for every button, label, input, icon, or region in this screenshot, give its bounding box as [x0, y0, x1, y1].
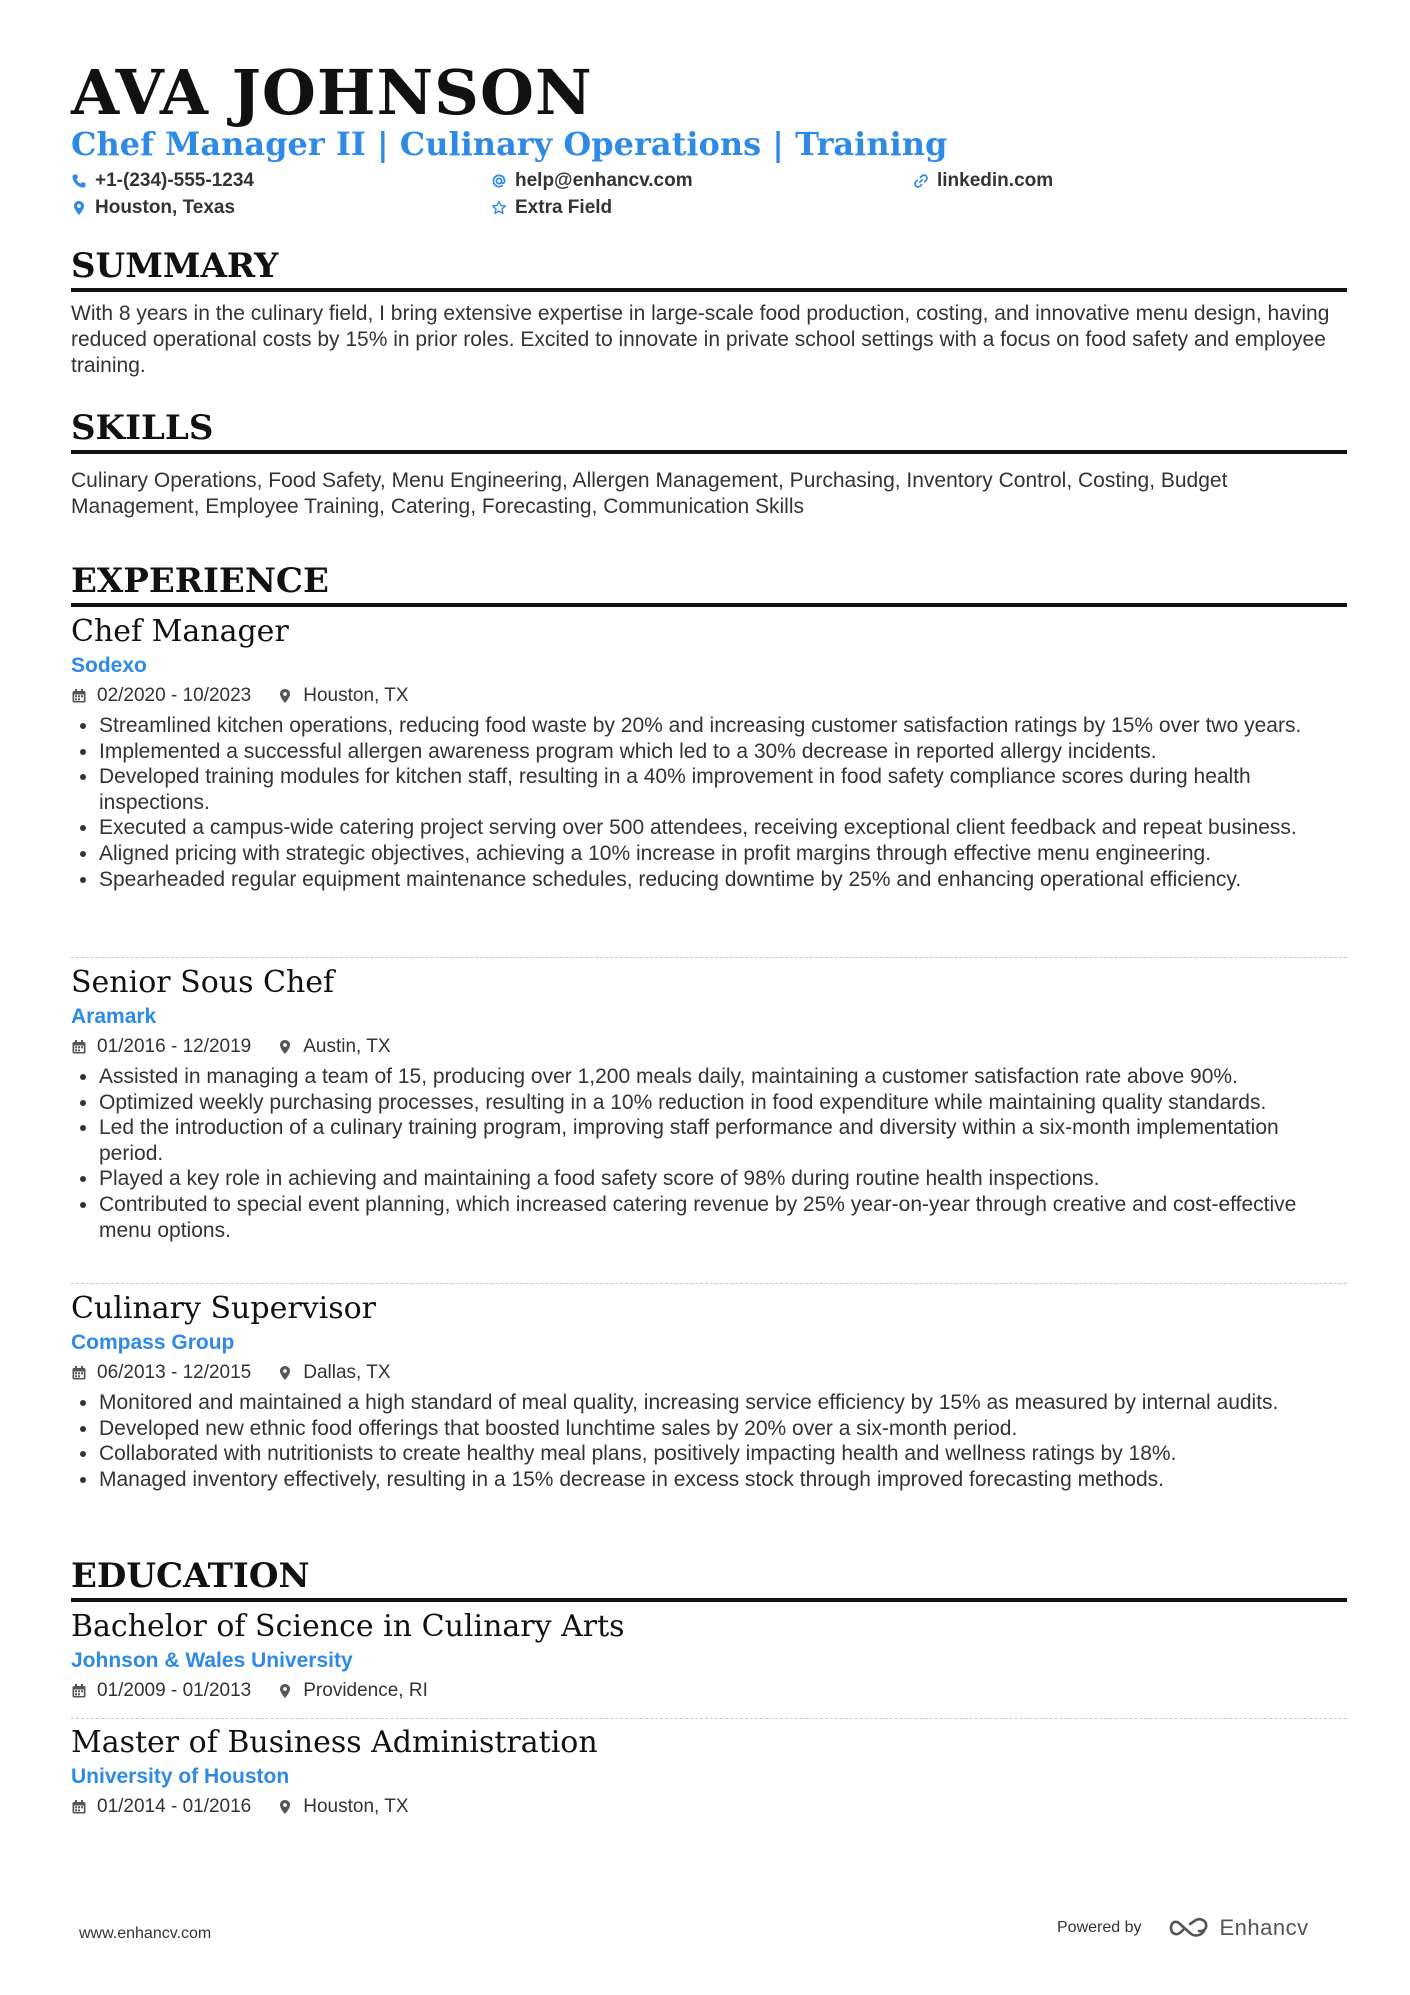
list-item: Spearheaded regular equipment maintenance schedules, reducing downtime by 25% and enhancing operational efficiency.: [71, 867, 1347, 893]
list-item: Developed new ethnic food offerings that boosted lunchtime sales by 20% over a six-month period.: [71, 1416, 1347, 1442]
education-location-text: Houston, TX: [303, 1796, 409, 1817]
experience-heading: EXPERIENCE: [71, 559, 1347, 607]
job-bullets: [71, 1064, 1347, 1243]
contact-phone: [71, 168, 254, 194]
entry-divider: [71, 957, 1347, 958]
education-location-text: Providence, RI: [303, 1680, 428, 1701]
map-pin-icon: [277, 1799, 293, 1815]
candidate-name: AVA JOHNSON: [71, 56, 593, 129]
powered-by-text: Powered by: [1057, 1919, 1142, 1936]
contact-extra: [491, 195, 612, 221]
summary-text: With 8 years in the culinary field, I bring extensive expertise in large-scale food production, costing, and innovative menu design, having reduced operational costs by 15% in prior roles. Excited to innovate in private school settings with a focus on food safety and employee training.: [71, 302, 1330, 377]
experience-entry: [71, 964, 1347, 1243]
footer-website[interactable]: www.enhancv.com: [79, 1925, 212, 1942]
list-item: Collaborated with nutritionists to create healthy meal plans, positively impacting health and wellness ratings by 18%.: [71, 1441, 1347, 1467]
skills-heading: SKILLS: [71, 406, 1347, 454]
star-icon: [491, 200, 507, 216]
job-dates: [71, 1362, 251, 1384]
company-name: Compass Group: [71, 1331, 235, 1354]
job-title: Senior Sous Chef: [71, 965, 335, 1000]
at-icon: [491, 173, 507, 189]
list-item: Executed a campus-wide catering project serving over 500 attendees, receiving exceptional client feedback and repeat business.: [71, 815, 1347, 841]
job-dates-text: 02/2020 - 10/2023: [97, 685, 252, 706]
list-item: Contributed to special event planning, which increased catering revenue by 25% year-on-year through creative and cost-effective menu options.: [71, 1192, 1347, 1243]
extra-field-text: Extra Field: [515, 197, 613, 218]
list-item: Streamlined kitchen operations, reducing food waste by 20% and increasing customer satisfaction ratings by 15% over two years.: [71, 713, 1347, 739]
skills-text: Culinary Operations, Food Safety, Menu Engineering, Allergen Management, Purchasing, Inventory Control, Costing, Budget Management, Employee Training, Catering, Forecasting, Communication Skills: [71, 469, 1228, 518]
map-pin-icon: [277, 1039, 293, 1055]
job-meta: [71, 681, 1347, 711]
education-dates: [71, 1680, 251, 1702]
education-dates: [71, 1796, 251, 1818]
degree-title: Master of Business Administration: [71, 1725, 598, 1760]
school-name: University of Houston: [71, 1765, 290, 1788]
calendar-icon: [71, 1365, 87, 1381]
contact-info: [71, 168, 1347, 228]
job-bullets: [71, 1390, 1347, 1492]
job-location: [277, 1362, 390, 1384]
degree-title: Bachelor of Science in Culinary Arts: [71, 1609, 625, 1644]
list-item: Led the introduction of a culinary training program, improving staff performance and diversity within a six-month implementation period.: [71, 1115, 1347, 1166]
education-entry: [71, 1608, 1347, 1706]
experience-entry: [71, 613, 1347, 892]
location-text: Houston, Texas: [95, 197, 236, 218]
education-dates-text: 01/2014 - 01/2016: [97, 1796, 252, 1817]
list-item: Aligned pricing with strategic objectives, achieving a 10% increase in profit margins through effective menu engineering.: [71, 841, 1347, 867]
job-dates-text: 06/2013 - 12/2015: [97, 1362, 252, 1383]
education-dates-text: 01/2009 - 01/2013: [97, 1680, 252, 1701]
list-item: Managed inventory effectively, resulting in a 15% decrease in excess stock through improved forecasting methods.: [71, 1467, 1347, 1493]
education-location: [277, 1796, 408, 1818]
calendar-icon: [71, 1799, 87, 1815]
job-bullets: [71, 713, 1347, 892]
job-location-text: Dallas, TX: [303, 1362, 391, 1383]
calendar-icon: [71, 688, 87, 704]
list-item: Implemented a successful allergen awareness program which led to a 30% decrease in reported allergy incidents.: [71, 739, 1347, 765]
contact-location: [71, 195, 235, 221]
job-dates: [71, 685, 251, 707]
linkedin-text: linkedin.com: [937, 170, 1054, 191]
job-location: [277, 685, 408, 707]
map-pin-icon: [277, 1683, 293, 1699]
phone-icon: [71, 173, 87, 189]
job-location: [277, 1036, 390, 1058]
entry-divider: [71, 1283, 1347, 1284]
candidate-headline: Chef Manager II | Culinary Operations | Training: [71, 125, 948, 163]
job-meta: [71, 1358, 1347, 1388]
phone-text: +1-(234)-555-1234: [95, 170, 254, 191]
email-text: help@enhancv.com: [515, 170, 693, 191]
map-pin-icon: [71, 200, 87, 216]
enhancv-brand-text: Enhancv: [1219, 1915, 1309, 1940]
enhancv-logo-icon: [1168, 1916, 1212, 1940]
list-item: Optimized weekly purchasing processes, resulting in a 10% reduction in food expenditure while maintaining quality standards.: [71, 1090, 1347, 1116]
list-item: Developed training modules for kitchen staff, resulting in a 40% improvement in food safety compliance scores during health inspections.: [71, 764, 1347, 815]
summary-heading: SUMMARY: [71, 244, 1347, 292]
map-pin-icon: [277, 1365, 293, 1381]
link-icon: [913, 173, 929, 189]
calendar-icon: [71, 1039, 87, 1055]
map-pin-icon: [277, 688, 293, 704]
footer-branding: [1057, 1915, 1309, 1941]
education-meta: [71, 1676, 1347, 1706]
job-dates-text: 01/2016 - 12/2019: [97, 1036, 252, 1057]
list-item: Monitored and maintained a high standard of meal quality, increasing service efficiency by 15% as measured by internal audits.: [71, 1390, 1347, 1416]
job-dates: [71, 1036, 251, 1058]
job-title: Culinary Supervisor: [71, 1291, 377, 1326]
list-item: Played a key role in achieving and maintaining a food safety score of 98% during routine health inspections.: [71, 1166, 1347, 1192]
education-heading: EDUCATION: [71, 1554, 1347, 1602]
job-title: Chef Manager: [71, 614, 289, 649]
company-name: Aramark: [71, 1005, 157, 1028]
calendar-icon: [71, 1683, 87, 1699]
job-meta: [71, 1032, 1347, 1062]
education-meta: [71, 1792, 1347, 1822]
contact-linkedin[interactable]: [913, 168, 1053, 194]
job-location-text: Austin, TX: [303, 1036, 391, 1057]
entry-divider: [71, 1718, 1347, 1719]
contact-email[interactable]: [491, 168, 693, 194]
experience-entry: [71, 1290, 1347, 1492]
education-location: [277, 1680, 428, 1702]
list-item: Assisted in managing a team of 15, producing over 1,200 meals daily, maintaining a customer satisfaction rate above 90%.: [71, 1064, 1347, 1090]
job-location-text: Houston, TX: [303, 685, 409, 706]
education-entry: [71, 1724, 1347, 1822]
company-name: Sodexo: [71, 654, 147, 677]
school-name: Johnson & Wales University: [71, 1649, 353, 1672]
